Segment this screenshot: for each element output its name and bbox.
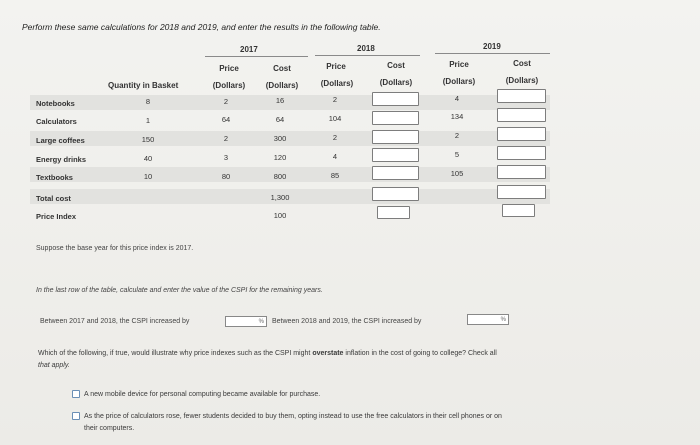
notebooks-price-2017: 2 bbox=[223, 97, 229, 106]
calculators-cost-2019-input[interactable] bbox=[497, 108, 546, 122]
row-label-price-index: Price Index bbox=[36, 212, 77, 221]
percent-unit-1: % bbox=[258, 319, 264, 325]
energy-drinks-cost-2019-input[interactable] bbox=[497, 146, 546, 160]
row-label-total-cost: Total cost bbox=[36, 194, 71, 203]
total-cost-2017: 1,300 bbox=[270, 193, 290, 202]
price-index-2018-input[interactable] bbox=[377, 206, 410, 219]
col-cost-2018: Cost bbox=[387, 61, 405, 70]
large-coffees-cost-2019-input[interactable] bbox=[497, 127, 546, 141]
cspi-increase-2017-2018-input[interactable] bbox=[225, 316, 267, 327]
large-coffees-price-2017: 2 bbox=[223, 134, 229, 143]
col-price-2019-unit: (Dollars) bbox=[442, 77, 476, 86]
year-2017-divider bbox=[205, 56, 308, 57]
row-label-energy-drinks: Energy drinks bbox=[36, 155, 87, 164]
col-price-2019: Price bbox=[449, 60, 469, 69]
calculators-cost-2018-input[interactable] bbox=[372, 111, 419, 125]
row-label-large-coffees: Large coffees bbox=[36, 136, 85, 145]
notebooks-cost-2018-input[interactable] bbox=[372, 92, 419, 106]
price-index-2017: 100 bbox=[273, 211, 287, 220]
notebooks-price-2019: 4 bbox=[454, 94, 460, 103]
base-year-note: Suppose the base year for this price index is 2017. bbox=[36, 245, 194, 252]
option-2-label-cont: their computers. bbox=[84, 425, 135, 432]
year-2019-header: 2019 bbox=[483, 42, 501, 51]
between-2017-2018-text: Between 2017 and 2018, the CSPI increased by bbox=[40, 318, 190, 325]
year-2018-divider bbox=[315, 55, 420, 56]
calculators-price-2017: 64 bbox=[221, 115, 231, 124]
large-coffees-price-2018: 2 bbox=[332, 133, 338, 142]
percent-unit-2: % bbox=[500, 317, 506, 323]
energy-drinks-cost-2018-input[interactable] bbox=[372, 148, 419, 162]
row-label-textbooks: Textbooks bbox=[36, 173, 73, 182]
large-coffees-qty: 150 bbox=[141, 135, 155, 144]
notebooks-cost-2019-input[interactable] bbox=[497, 89, 546, 103]
year-2017-header: 2017 bbox=[240, 45, 258, 54]
calculators-price-2018: 104 bbox=[328, 114, 342, 123]
col-price-2017: Price bbox=[219, 64, 239, 73]
question-text: Which of the following, if true, would illustrate why price indexes such as the CSPI might overstate inflation in the cost of going to college? Check all bbox=[38, 350, 497, 357]
year-2018-header: 2018 bbox=[357, 44, 375, 53]
col-price-2018: Price bbox=[326, 62, 346, 71]
energy-drinks-cost-2017: 120 bbox=[273, 153, 287, 162]
between-2018-2019-text: Between 2018 and 2019, the CSPI increased by bbox=[272, 318, 422, 325]
total-cost-2018-input[interactable] bbox=[372, 187, 419, 201]
year-2019-divider bbox=[435, 53, 550, 54]
instruction-text: In the last row of the table, calculate and enter the value of the CSPI for the remaining years. bbox=[36, 287, 323, 294]
calculators-qty: 1 bbox=[145, 116, 151, 125]
energy-drinks-qty: 40 bbox=[143, 154, 153, 163]
col-quantity: Quantity in Basket bbox=[108, 81, 179, 90]
col-cost-2018-unit: (Dollars) bbox=[379, 78, 413, 87]
total-cost-2019-input[interactable] bbox=[497, 185, 546, 199]
textbooks-price-2018: 85 bbox=[330, 171, 340, 180]
row-label-calculators: Calculators bbox=[36, 117, 77, 126]
option-2-checkbox[interactable] bbox=[72, 412, 80, 420]
notebooks-price-2018: 2 bbox=[332, 95, 338, 104]
textbooks-cost-2017: 800 bbox=[273, 172, 287, 181]
price-index-2019-input[interactable] bbox=[502, 204, 535, 217]
col-price-2018-unit: (Dollars) bbox=[320, 79, 354, 88]
textbooks-cost-2018-input[interactable] bbox=[372, 166, 419, 180]
energy-drinks-price-2018: 4 bbox=[332, 152, 338, 161]
notebooks-cost-2017: 16 bbox=[275, 96, 285, 105]
notebooks-qty: 8 bbox=[145, 97, 151, 106]
col-cost-2017-unit: (Dollars) bbox=[265, 81, 299, 90]
col-cost-2019: Cost bbox=[513, 59, 531, 68]
textbooks-price-2019: 105 bbox=[450, 169, 464, 178]
textbooks-price-2017: 80 bbox=[221, 172, 231, 181]
row-label-notebooks: Notebooks bbox=[36, 99, 75, 108]
col-price-2017-unit: (Dollars) bbox=[212, 81, 246, 90]
col-cost-2017: Cost bbox=[273, 64, 291, 73]
intro-text: Perform these same calculations for 2018 and 2019, and enter the results in the following table. bbox=[22, 22, 381, 32]
option-1-label: A new mobile device for personal computing became available for purchase. bbox=[84, 391, 321, 398]
energy-drinks-price-2019: 5 bbox=[454, 150, 460, 159]
large-coffees-cost-2018-input[interactable] bbox=[372, 130, 419, 144]
large-coffees-cost-2017: 300 bbox=[273, 134, 287, 143]
textbooks-qty: 10 bbox=[143, 172, 153, 181]
calculators-cost-2017: 64 bbox=[275, 115, 285, 124]
question-text-cont: that apply. bbox=[38, 362, 70, 369]
option-1-checkbox[interactable] bbox=[72, 390, 80, 398]
calculators-price-2019: 134 bbox=[450, 112, 464, 121]
energy-drinks-price-2017: 3 bbox=[223, 153, 229, 162]
option-2-label: As the price of calculators rose, fewer students decided to buy them, opting instead to use the free calculators in their cell phones or on bbox=[84, 413, 502, 420]
cspi-increase-2018-2019-input[interactable] bbox=[467, 314, 509, 325]
col-cost-2019-unit: (Dollars) bbox=[505, 76, 539, 85]
textbooks-cost-2019-input[interactable] bbox=[497, 165, 546, 179]
large-coffees-price-2019: 2 bbox=[454, 131, 460, 140]
